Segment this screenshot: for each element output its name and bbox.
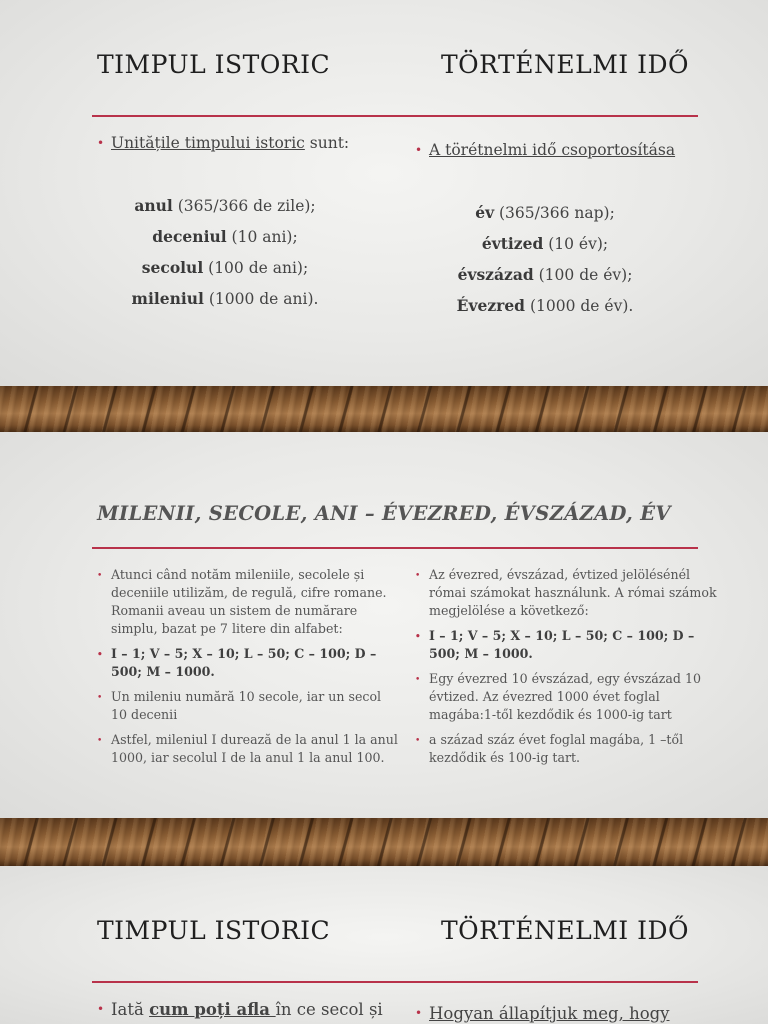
list-item: • Egy évezred 10 évszázad, egy évszázad 10 évtized. Az évezred 1000 évet foglal magába:1-től kezdődik és 1000-ig tart [415,671,702,722]
wood-floor-divider [0,818,768,866]
slide1-title-right: TÖRTÉNELMI IDŐ [441,50,690,79]
slide3-left-intro: • Iată cum poți afla în ce secol și [97,1000,383,1019]
bullet-icon: • [415,675,421,685]
slide3-right-intro-link[interactable]: Hogyan állapítjuk meg, hogy [429,1004,670,1023]
list-item: • a század száz évet foglal magába, 1 –től kezdődik és 100-ig tart. [415,732,684,765]
list-item: évszázad (100 de év); [457,265,633,284]
slide3-right-intro [415,1004,670,1023]
slide1-title-left: TIMPUL ISTORIC [97,50,331,79]
slide1-right-intro [415,141,676,159]
bullet-icon: • [97,650,103,660]
slide1-left-units [110,190,340,314]
slide2-title: MILENII, SECOLE, ANI – ÉVEZRED, ÉVSZÁZAD, ÉV [97,502,671,525]
list-item: • Atunci când notăm mileniile, secolele și deceniile utilizăm, de regulă, cifre romane. Romanii aveau un sistem de numărare simplu, bazat pe 7 litere din alfabet: [97,567,387,636]
bullet-icon: • [97,693,103,703]
list-item: secolul (100 de ani); [141,258,309,277]
list-item: Évezred (1000 de év). [456,296,634,315]
list-item: • I – 1; V – 5; X – 10; L – 50; C – 100; D – 500; M – 1000. [97,646,377,679]
slide2-divider [92,547,698,549]
list-item: • Un mileniu numără 10 secole, iar un secol 10 decenii [97,689,382,722]
slide3-title-left: TIMPUL ISTORIC [97,916,331,945]
slide1-divider [92,115,698,117]
wood-floor-divider [0,386,768,432]
bullet-icon: • [415,736,421,746]
slide2-left-column [97,566,401,774]
slide1-right-units [427,197,663,321]
bullet-icon: • [97,736,103,746]
slide1-left-intro [97,134,350,152]
slide-1 [0,0,768,386]
bullet-icon: • [415,632,421,642]
list-item: évtized (10 év); [481,234,609,253]
list-item: anul (365/366 de zile); [134,196,316,215]
slide1-right-intro-link[interactable]: A törétnelmi idő csoportosítása [429,141,676,159]
bullet-icon: • [415,143,423,157]
list-item: • Astfel, mileniul I durează de la anul 1 la anul 1000, iar secolul I de la anul 1 la anul 100. [97,732,398,765]
bullet-icon: • [415,1006,423,1020]
slide-3 [0,866,768,1024]
slide3-title-right: TÖRTÉNELMI IDŐ [441,916,690,945]
slide2-right-column [415,566,719,774]
bullet-icon: • [415,571,421,581]
bullet-icon: • [97,571,103,581]
list-item: mileniul (1000 de ani). [131,289,319,308]
bullet-icon: • [97,136,105,150]
list-item: deceniul (10 ani); [152,227,298,246]
slide3-left-intro-link[interactable]: cum poți afla [149,1000,276,1019]
bullet-icon: • [97,1002,105,1016]
list-item: • I – 1; V – 5; X – 10; L – 50; C – 100; D – 500; M – 1000. [415,628,695,661]
slide1-left-intro-rest: sunt: [304,134,350,152]
slide-2 [0,432,768,818]
slide3-divider [92,981,698,983]
list-item: év (365/366 nap); [475,203,615,222]
list-item: • Az évezred, évszázad, évtized jelölésénél római számokat használunk. A római számok megjelölése a következő: [415,567,717,618]
slide1-left-intro-link[interactable]: Unitățile timpului istoric [111,134,305,152]
